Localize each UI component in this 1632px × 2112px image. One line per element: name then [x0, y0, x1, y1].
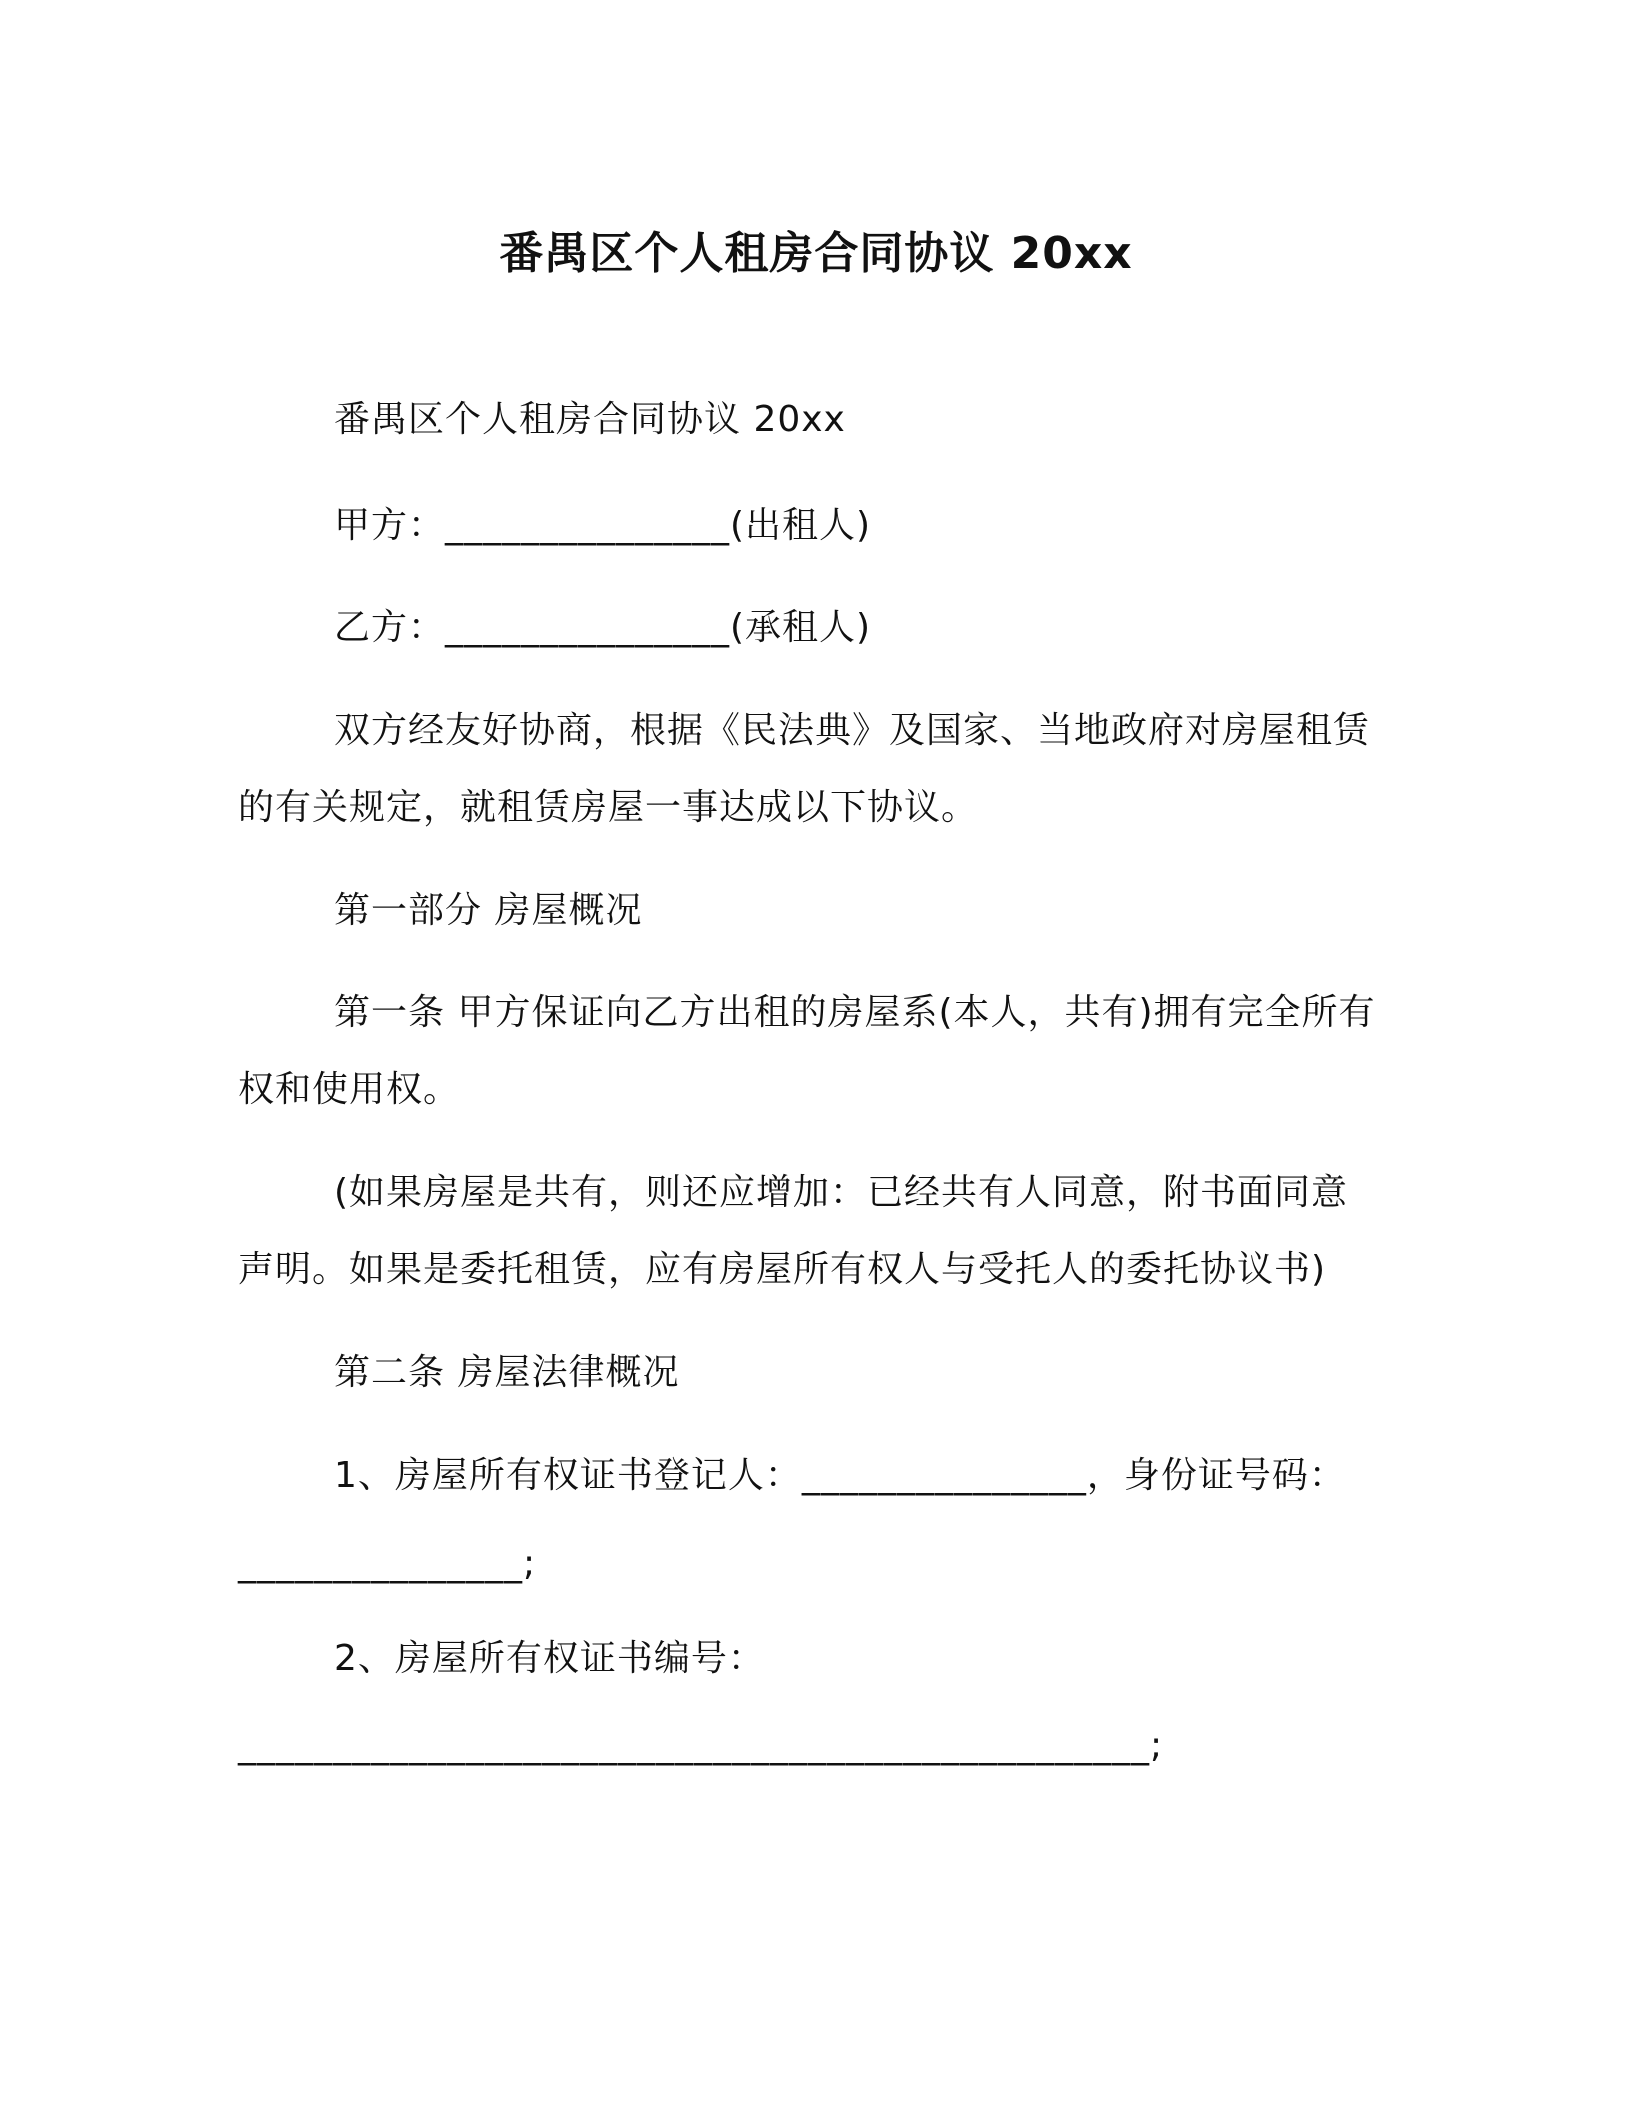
item-2-line-2: ________________________________________________; — [238, 1725, 1164, 1766]
party-b-line: 乙方：_______________(承租人) — [334, 607, 872, 648]
article-1-line-2: 权和使用权。 — [238, 1069, 461, 1110]
article-2-heading: 第二条 房屋法律概况 — [334, 1352, 680, 1393]
article-1-line-1: 第一条 甲方保证向乙方出租的房屋系(本人，共有)拥有完全所有 — [334, 992, 1376, 1033]
document-title: 番禺区个人租房合同协议 20xx — [499, 228, 1133, 279]
intro-paragraph-line-2: 的有关规定，就租赁房屋一事达成以下协议。 — [238, 787, 979, 828]
section-heading: 第一部分 房屋概况 — [334, 890, 643, 931]
item-1-line-1: 1、房屋所有权证书登记人：_______________，身份证号码： — [334, 1455, 1346, 1496]
party-a-line: 甲方：_______________(出租人) — [334, 505, 872, 546]
item-1-line-2: _______________; — [238, 1543, 537, 1584]
note-paragraph-line-1: (如果房屋是共有，则还应增加：已经共有人同意，附书面同意 — [334, 1172, 1349, 1213]
item-2-line-1: 2、房屋所有权证书编号： — [334, 1638, 765, 1679]
intro-paragraph-line-1: 双方经友好协商，根据《民法典》及国家、当地政府对房屋租赁 — [334, 710, 1371, 751]
subtitle-line: 番禺区个人租房合同协议 20xx — [334, 399, 846, 440]
note-paragraph-line-2: 声明。如果是委托租赁，应有房屋所有权人与受托人的委托协议书) — [238, 1249, 1327, 1290]
